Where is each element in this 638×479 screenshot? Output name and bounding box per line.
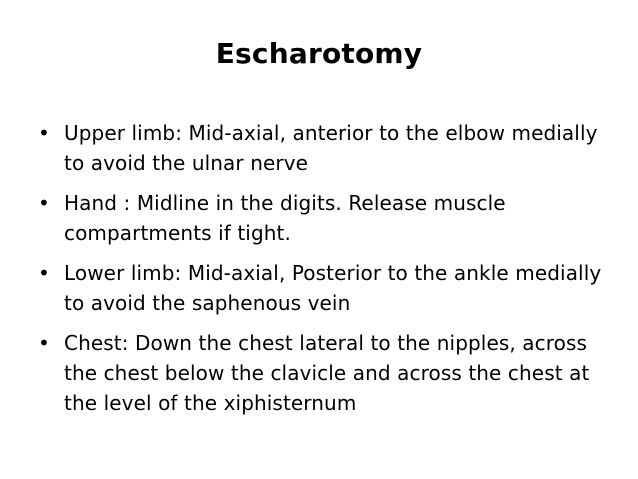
bullet-icon: •	[38, 191, 50, 215]
bullet-icon: •	[38, 121, 50, 145]
bullet-text: Chest: Down the chest lateral to the nipples, across the chest below the clavicle and across the chest at the level of the xiphisternum	[64, 331, 590, 415]
bullet-item-chest	[38, 328, 618, 418]
bullet-item-upper-limb	[38, 118, 618, 178]
bullet-icon: •	[38, 331, 50, 355]
bullet-icon: •	[38, 261, 50, 285]
bullet-text: Upper limb: Mid-axial, anterior to the elbow medially to avoid the ulnar nerve	[64, 121, 598, 175]
bullet-text: Hand : Midline in the digits. Release muscle compartments if tight.	[64, 191, 506, 245]
bullet-text: Lower limb: Mid-axial, Posterior to the ankle medially to avoid the saphenous vein	[64, 261, 602, 315]
bullet-list	[38, 118, 618, 428]
bullet-item-lower-limb	[38, 258, 618, 318]
slide-title: Escharotomy	[215, 37, 423, 70]
bullet-item-hand	[38, 188, 618, 248]
